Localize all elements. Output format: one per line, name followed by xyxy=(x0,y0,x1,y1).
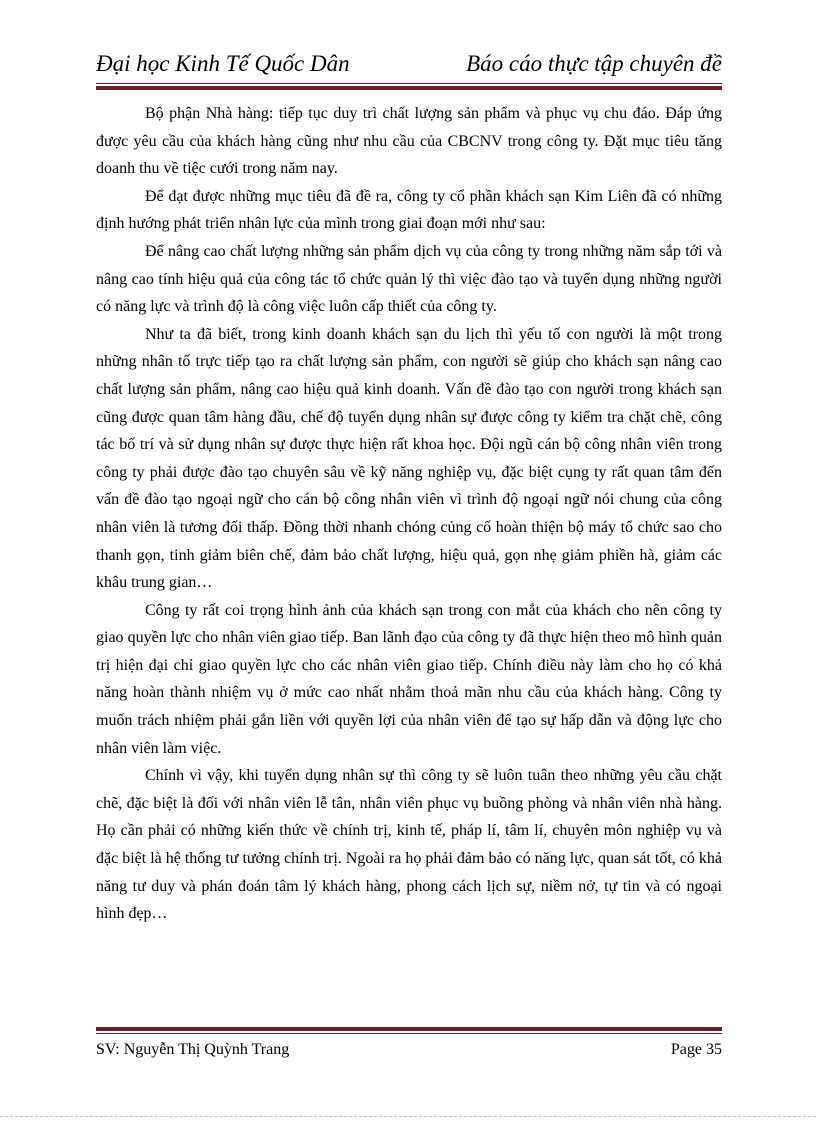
paragraph: Bộ phận Nhà hàng: tiếp tục duy trì chất lượng sản phẩm và phục vụ chu đáo. Đáp ứng được yêu cầu của khách hàng cũng như nhu cầu của CBCNV trong công ty. Đặt mục tiêu tăng doanh thu về tiệc cưới trong năm nay. xyxy=(96,105,722,178)
page-footer xyxy=(96,1040,722,1064)
paragraph: Công ty rất coi trọng hình ảnh của khách sạn trong con mắt của khách cho nên công ty giao quyền lực cho nhân viên giao tiếp. Ban lãnh đạo của công ty đã thực hiện theo mô hình quản trị hiện đại chỉ giao quyền lực cho các nhân viên giao tiếp. Chính điều này làm cho họ có khả năng hoàn thành nhiệm vụ ở mức cao nhất nhằm thoả mãn nhu cầu của khách hàng. Công ty muốn trách nhiệm phải gắn liền với quyền lợi của nhân viên để tạo sự hấp dẫn và động lực cho nhân viên làm việc. xyxy=(96,601,722,757)
page-header xyxy=(96,48,722,88)
footer-page-number: Page 35 xyxy=(670,1041,722,1058)
paragraph: Chính vì vậy, khi tuyển dụng nhân sự thì công ty sẽ luôn tuân theo những yêu cầu chặt chẽ, đặc biệt là đối với nhân viên lễ tân, nhân viên phục vụ buồng phòng và nhân viên nhà hàng. Họ cần phải có những kiến thức về chính trị, kinh tế, pháp lí, tâm lí, chuyên môn nghiệp vụ và đặc biệt là hệ thống tư tưởng chính trị. Ngoài ra họ phải đảm bảo có năng lực, quan sát tốt, có khả năng tư duy và phán đoán tâm lý khách hàng, phong cách lịch sự, niềm nở, tự tin và có ngoại hình đẹp… xyxy=(96,767,722,923)
footer-student-name: SV: Nguyễn Thị Quỳnh Trang xyxy=(96,1041,290,1058)
footer-rule-thin xyxy=(96,1033,722,1034)
footer-rule-thick xyxy=(96,1027,722,1031)
paragraph: Để nâng cao chất lượng những sản phẩm dịch vụ của công ty trong những năm sắp tới và nâng cao tính hiệu quả của công tác tổ chức quản lý thì việc đào tạo và tuyển dụng những người có năng lực và trình độ là công việc luôn cấp thiết của công ty. xyxy=(96,242,722,316)
header-rule-thin xyxy=(96,83,722,84)
paragraph: Để đạt được những mục tiêu đã đề ra, công ty cổ phần khách sạn Kim Liên đã có những định hướng phát triển nhân lực của mình trong giai đoạn mới như sau: xyxy=(96,187,722,233)
header-report-title: Báo cáo thực tập chuyên đề xyxy=(466,51,722,76)
header-rule-thick xyxy=(96,86,722,90)
page-boundary-line xyxy=(0,1116,816,1117)
paragraph: Như ta đã biết, trong kinh doanh khách sạn du lịch thì yếu tố con người là một trong những nhân tố trực tiếp tạo ra chất lượng sản phẩm, con người sẽ giúp cho khách sạn nâng cao chất lượng sản phẩm, nâng cao hiệu quả kinh doanh. Vấn đề đào tạo con người trong khách sạn cũng được quan tâm hàng đầu, chế độ tuyển dụng nhân sự được công ty kiểm tra chặt chẽ, công tác bố trí và sử dụng nhân sự được thực hiện rất khoa học. Đội ngũ cán bộ công nhân viên trong công ty phải được đào tạo chuyên sâu về kỹ năng nghiệp vụ, đặc biệt cụng ty rất quan tâm đến vấn đề đào tạo ngoại ngữ cho cán bộ công nhân viên vì trình độ ngoại ngữ nói chung của công nhân viên là tương đối thấp. Đồng thời nhanh chóng củng cố hoàn thiện bộ máy tổ chức sao cho thanh gọn, tinh giảm biên chế, đảm bảo chất lượng, hiệu quả, gọn nhẹ giảm phiền hà, giảm các khâu trung gian… xyxy=(96,325,722,592)
body-text xyxy=(96,100,722,928)
header-university: Đại học Kinh Tế Quốc Dân xyxy=(96,51,350,76)
